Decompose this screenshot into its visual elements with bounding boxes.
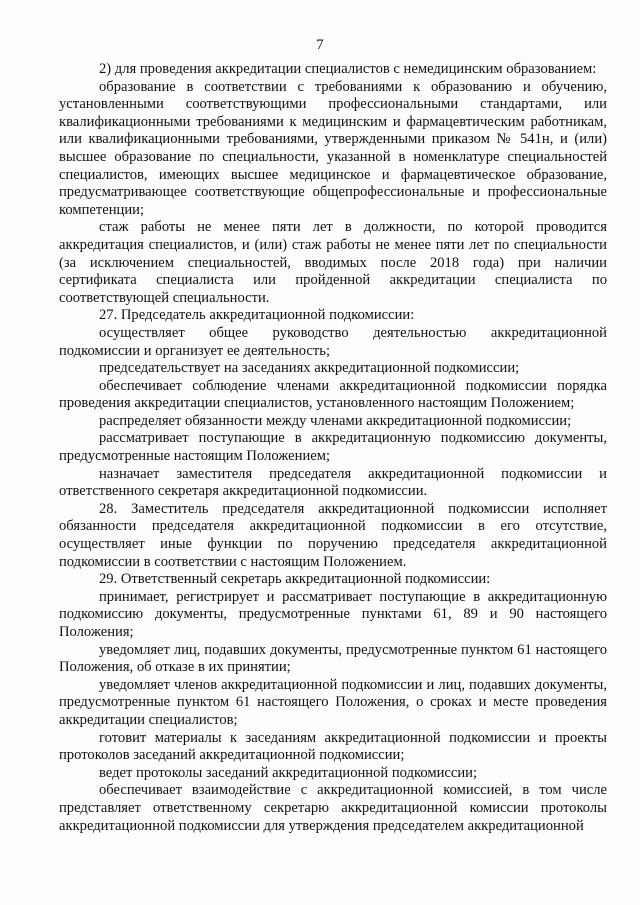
paragraph: председательствует на заседаниях аккредитационной подкомиссии; — [99, 360, 520, 377]
paragraph: рассматривает поступающие в аккредитационную подкомиссию документы, предусмотренные настоящим Положением; — [59, 430, 607, 465]
document-body — [59, 61, 607, 835]
paragraph: 27. Председатель аккредитационной подкомиссии: — [99, 307, 415, 324]
paragraph: 28. Заместитель председателя аккредитационной подкомиссии исполняет обязанности председателя аккредитационной подкомиссии в его отсутствие, осуществляет иные функции по поручению председателя аккредитационной подкомиссии в соответствии с настоящим Положением. — [59, 500, 607, 570]
paragraph: 2) для проведения аккредитации специалистов с немедицинским образованием: — [99, 61, 597, 77]
paragraph: стаж работы не менее пяти лет в должности, по которой проводится аккредитация специалистов, и (или) стаж работы не менее пяти лет по специальности (за исключением специальностей, вводимых после 2018 года) при наличии сертификата специалиста или пройденной аккредитации специалиста по соответствующей специальности. — [59, 219, 607, 306]
paragraph: обеспечивает взаимодействие с аккредитационной комиссией, в том числе представляет ответственному секретарю аккредитационной комиссии протоколы аккредитационной подкомиссии для утверждения председателем аккредитационной — [59, 782, 607, 834]
paragraph: образование в соответствии с требованиями к образованию и обучению, установленными соответствующими профессиональными стандартами, или квалификационными требованиями к медицинским и фармацевтическим работникам, или квалификационными требованиями, утвержденными приказом № 541н, и (или) высшее образование по специальности, указанной в номенклатуре специальностей специалистов, имеющих высшее медицинское и фармацевтическое образование, предусматривающее соответствующие общепрофессиональные и профессиональные компетенции; — [59, 78, 607, 218]
paragraph: 29. Ответственный секретарь аккредитационной подкомиссии: — [99, 571, 491, 588]
page-number: 7 — [316, 37, 324, 53]
paragraph: готовит материалы к заседаниям аккредитационной подкомиссии и проекты протоколов заседаний аккредитационной подкомиссии; — [59, 729, 607, 764]
paragraph: принимает, регистрирует и рассматривает поступающие в аккредитационную подкомиссию документы, предусмотренные пунктами 61, 89 и 90 настоящего Положения; — [59, 588, 607, 640]
paragraph: уведомляет лиц, подавших документы, предусмотренные пунктом 61 настоящего Положения, об отказе в их принятии; — [59, 641, 607, 676]
paragraph: обеспечивает соблюдение членами аккредитационной подкомиссии порядка проведения аккредитации специалистов, установленного настоящим Положением; — [59, 377, 607, 412]
paragraph: осуществляет общее руководство деятельностью аккредитационной подкомиссии и организует ее деятельность; — [59, 324, 607, 359]
paragraph: ведет протоколы заседаний аккредитационной подкомиссии; — [99, 764, 478, 781]
paragraph: уведомляет членов аккредитационной подкомиссии и лиц, подавших документы, предусмотренные пунктом 61 настоящего Положения, о сроках и месте проведения аккредитации специалистов; — [59, 676, 607, 728]
paragraph: распределяет обязанности между членами аккредитационной подкомиссии; — [99, 412, 572, 429]
paragraph: назначает заместителя председателя аккредитационной подкомиссии и ответственного секретаря аккредитационной подкомиссии. — [59, 465, 607, 500]
